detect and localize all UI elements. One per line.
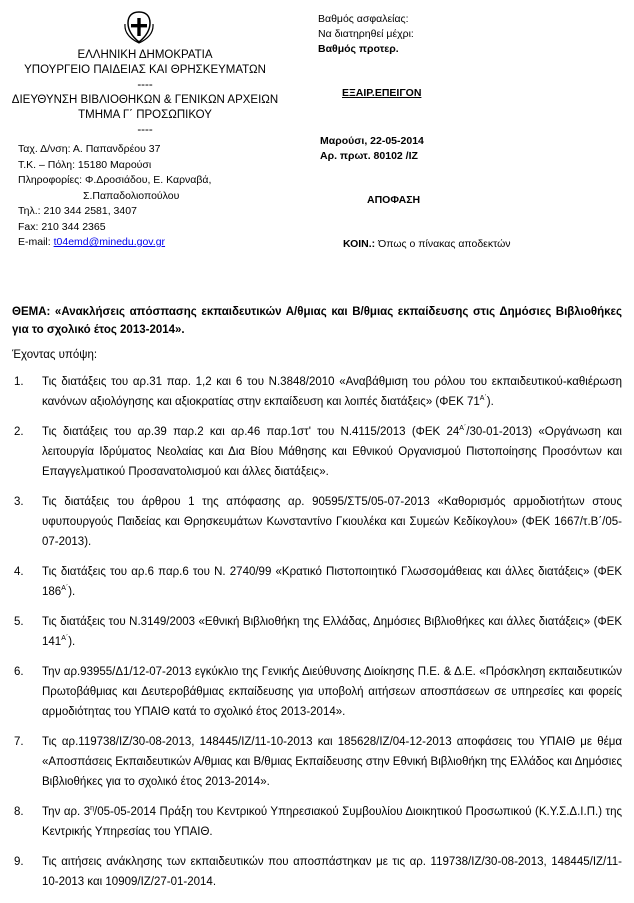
list-item: 3. Τις διατάξεις του άρθρου 1 της απόφασης αρ. 90595/ΣΤ5/05-07-2013 «Καθορισμός αρμοδιοτήτων στους υφυπουργούς Παιδείας και Θρησκευμάτων Κωνσταντίνο Γκιουλέκα και Συμεών Κεδίκογλου» (ΦΕΚ 1667/τ.Β΄/05-07-2013). [14, 496, 622, 548]
department-name: ΤΜΗΜΑ Γ΄ ΠΡΟΣΩΠΙΚΟΥ [78, 109, 212, 121]
republic-name: ΕΛΛΗΝΙΚΗ ΔΗΜΟΚΡΑΤΙΑ [77, 49, 213, 61]
phone-number: Τηλ.: 210 344 2581, 3407 [18, 205, 137, 217]
postcode-city: Τ.Κ. – Πόλη: 15180 Μαρούσι [18, 158, 152, 171]
list-item: 7. Τις αρ.119738/ΙΖ/30-08-2013, 148445/ΙΖ/11-10-2013 και 185628/ΙΖ/04-12-2013 αποφάσεις του ΥΠΑΙΘ με θέμα «Αποσπάσεις Εκπαιδευτικών Α/θμιας και Β/θμιας Εκπαίδευσης στην Εθνική Βιβλιοθήκη της Ελλάδος και Δημόσιες Βιβλιοθήκες για το σχολικό έτος 2013-2014». [14, 736, 622, 788]
decision-title: ΑΠΟΦΑΣΗ [367, 194, 421, 206]
email-label: E-mail: [18, 236, 54, 248]
fax-number: Fax: 210 344 2365 [18, 220, 106, 233]
address-block [18, 142, 211, 251]
separator: ---- [137, 124, 153, 136]
classification-block [318, 12, 414, 57]
recipients-label: ΚΟΙΝ.: [343, 238, 376, 250]
document-date: Μαρούσι, 22-05-2014 [320, 135, 424, 147]
recipients-line [343, 237, 511, 252]
list-item: 5. Τις διατάξεις του Ν.3149/2003 «Εθνική Βιβλιοθήκη της Ελλάδας, Δημόσιες Βιβλιοθήκες και άλλες διατάξεις» (ΦΕΚ $141^{A΄}$). [14, 616, 622, 648]
ministry-name: ΥΠΟΥΡΓΕΙΟ ΠΑΙΔΕΙΑΣ ΚΑΙ ΘΡΗΣΚΕΥΜΑΤΩΝ [24, 64, 266, 76]
list-item: 9. Τις αιτήσεις ανάκλησης των εκπαιδευτικών που αποσπάστηκαν με τις αρ. 119738/ΙΖ/30-08-2013, 148445/ΙΖ/11-10-2013 και 10909/ΙΖ/27-01-2014. [14, 856, 622, 888]
intro-text: Έχοντας υπόψη: [12, 349, 98, 361]
contact-info-continued: Σ.Παπαδολιοπούλου [83, 189, 180, 202]
directorate-name: ΔΙΕΥΘΥΝΣΗ ΒΙΒΛΙΟΘΗΚΩΝ & ΓΕΝΙΚΩΝ ΑΡΧΕΙΩΝ [11, 94, 279, 106]
considerations-list [0, 372, 622, 902]
list-item: 6. Την αρ.93955/Δ1/12-07-2013 εγκύκλιο της Γενικής Διεύθυνσης Διοίκησης Π.Ε. & Δ.Ε. «Πρόσκληση εκπαιδευτικών Πρωτοβάθμιας και Δευτεροβάθμιας εκπαίδευσης για υποβολή αιτήσεων αποσπάσεων σε υπηρεσίες και φορείς αρμοδιότητας του ΥΠΑΙΘ κατά το σχολικό έτος 2013-2014». [14, 666, 622, 718]
list-item: 1. Τις διατάξεις του αρ.31 παρ. 1,2 και 6 του Ν.3848/2010 «Αναβάθμιση του ρόλου του εκπαιδευτικού-καθιέρωση κανόνων αξιολόγησης και αξιοκρατίας στην εκπαίδευση και λοιπές διατάξεις» (ΦΕΚ $71^{A΄}$). [14, 376, 622, 408]
priority-level: Βαθμός προτερ. [318, 43, 399, 55]
greek-emblem-icon [122, 10, 156, 44]
recipients-value: Όπως ο πίνακας αποδεκτών [375, 238, 511, 250]
list-item: 4. Τις διατάξεις του αρ.6 παρ.6 του Ν. 2740/99 «Κρατικό Πιστοποιητικό Γλωσσομάθειας και άλλες διατάξεις» (ΦΕΚ $186^{A΄}$). [14, 566, 622, 598]
protocol-number: Αρ. πρωτ. 80102 /ΙΖ [320, 150, 418, 162]
email-link[interactable]: t04emd@minedu.gov.gr [53, 236, 166, 248]
separator: ---- [137, 79, 153, 91]
subject: ΘΕΜΑ: «Ανακλήσεις απόσπασης εκπαιδευτικών Α/θμιας και Β/θμιας εκπαίδευσης στις Δημόσιες Βιβλιοθήκες για το σχολικό έτος 2013-2014». [12, 306, 622, 336]
left-header [0, 48, 290, 138]
list-item: 2. Τις διατάξεις του αρ.39 παρ.2 και αρ.46 παρ.1στ' του Ν.4115/2013 (ΦΕΚ $24^{A΄}/30-01-2013$) «Οργάνωση και λειτουργία Ιδρύματος Νεολαίας και Δια Βίου Μάθησης και Εθνικού Οργανισμού Πιστοποίησης Προσόντων και Επαγγελματικού Προσανατολισμού και άλλες διατάξεις». [14, 425, 622, 478]
list-item: 8. Την αρ. $3^\eta/05-05-2014$ Πράξη του Κεντρικού Υπηρεσιακού Συμβουλίου Διοικητικού Προσωπικού (Κ.Υ.Σ.Δ.Ι.Π.) της Κεντρικής Υπηρεσίας του ΥΠΑΙΘ. [14, 805, 623, 838]
email-line [18, 235, 211, 251]
urgency-label: ΕΞΑΙΡ.ΕΠΕΙΓΟΝ [342, 87, 422, 99]
retention-period: Να διατηρηθεί μέχρι: [318, 28, 414, 40]
date-protocol-block [320, 134, 424, 164]
postal-address: Ταχ. Δ/νση: Α. Παπανδρέου 37 [18, 143, 161, 155]
contact-info: Πληροφορίες: Φ.Δροσιάδου, Ε. Καρναβά, [18, 174, 212, 186]
security-level: Βαθμός ασφαλείας: [318, 13, 409, 25]
